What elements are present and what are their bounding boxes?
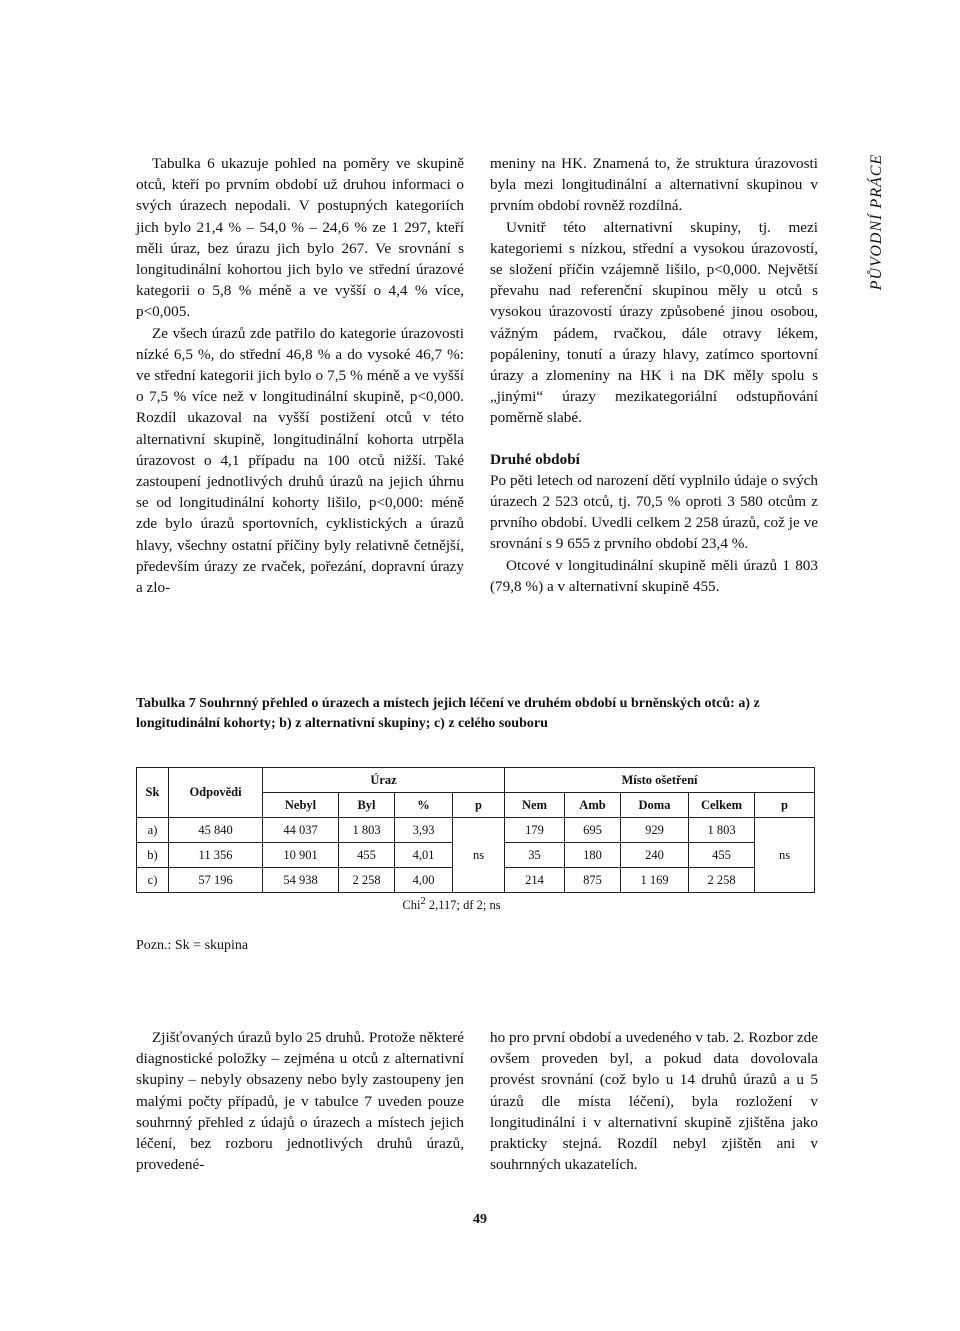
table-caption: Tabulka 7 Souhrnný přehled o úrazech a místech jejich léčení ve druhém období u brněnských otců: a) z longitudinální kohorty; b) z alternativní skupiny; c) z celého souboru [136,696,760,731]
cell: 180 [565,843,621,868]
side-label-text: PŮVODNÍ PRÁCE [868,153,885,291]
table-note: Pozn.: Sk = skupina [136,938,249,953]
cell: 44 037 [263,818,339,843]
subheader: p [755,793,815,818]
cell: a) [137,818,169,843]
cell: 3,93 [395,818,453,843]
section-heading: Druhé období [490,450,580,468]
cell: 4,00 [395,868,453,893]
paragraph: ho pro první období a uvedeného v tab. 2. Rozbor zde ovšem proveden byl, a pokud data dovolovala provést srovnání (což bylo u 14 druhů úrazů a u 5 úrazů dle místa léčení), byla rozložení v longitudinální i v alternativní skupině zjištěna jako prakticky stejná. Rozdíl nebyl zjištěn ani v souhrnných ukazatelích. [490,1029,818,1174]
cell: 240 [621,843,689,868]
paragraph: Po pěti letech od narození dětí vyplnilo údaje o svých úrazech 2 523 otců, tj. 70,5 % oproti 3 580 otcům z prvního období. Uvedli celkem 2 258 úrazů, což je ve srovnání s 9 655 z prvního období 23,4 %. [490,471,818,553]
cell: 214 [505,868,565,893]
subheader: Nebyl [263,793,339,818]
chi-square-note [339,893,565,918]
cell: 455 [689,843,755,868]
cell: 45 840 [169,818,263,843]
cell: 11 356 [169,843,263,868]
paragraph: Zjišťovaných úrazů bylo 25 druhů. Protože některé diagnostické položky – zejména u otců z alternativní skupiny – nebyly obsazeny nebo byly zastoupeny jen malými počty případů, je v tabulce 7 uveden pouze souhrnný přehled z údajů o úrazech a místech jejich léčení, bez rozboru jednotlivých druhů úrazů, provedené- [136,1029,464,1174]
chi-superscript: 2 [420,896,426,908]
cell: 179 [505,818,565,843]
paragraph: Ze všech úrazů zde patřilo do kategorie úrazovosti nízké 6,5 %, do střední 46,8 % a do vysoké 46,7 %: ve střední kategorii jich bylo o 7,5 % méně a ve vyšší o 7,5 % více než v longitudinální skupině, p<0,000. Rozdíl ukazoval na vyšší postižení otců v této alternativní skupině, longitudinální kohorta utrpěla úrazovost o 4,1 případu na 100 otců nižší. Také zastoupení jednotlivých druhů úrazů na jejich úhrnu se od longitudinální kohorty lišilo, p<0,000: méně zde bylo úrazů sportovních, cyklistických a úrazů hlavy, všechny ostatní příčiny byly relativně četnější, především úrazy ze rvaček, pořezání, dopravní úrazy a zlo- [136,324,464,597]
cell: 4,01 [395,843,453,868]
subheader: Byl [339,793,395,818]
page-number: 49 [473,1212,487,1227]
paragraph: meniny na HK. Znamená to, že struktura úrazovosti byla mezi longitudinální a alternativní skupinou v prvním období rovněž rozdílná. [490,155,818,215]
cell: 1 803 [339,818,395,843]
header-odpovedi: Odpovědi [169,768,263,818]
cell-p-misto: ns [755,818,815,893]
cell: 875 [565,868,621,893]
paragraph: Uvnitř této alternativní skupiny, tj. mezi kategoriemi s nízkou, střední a vysokou úrazovostí, se složení příčin vzájemně lišilo, p<0,000. Největší převahu nad referenční skupinou měly u otců s vysokou úrazovostí úrazy způsobené jinou osobou, vážným pádem, rvačkou, dále otravy lékem, popáleniny, tonutí a úrazy hlavy, zatímco sportovní úrazy a zlomeniny na HK i na DK měly spolu s „jinými“ úrazy mezikategoriální odstupňování poměrně slabé. [490,218,818,427]
data-table [136,767,815,917]
cell: c) [137,868,169,893]
cell-p-uraz: ns [453,818,505,893]
header-sk: Sk [137,768,169,818]
chi-label: Chi [402,898,421,913]
cell: 455 [339,843,395,868]
cell: 35 [505,843,565,868]
text-column-1 [136,153,464,598]
cell: 2 258 [339,868,395,893]
cell: b) [137,843,169,868]
cell: 54 938 [263,868,339,893]
cell: 929 [621,818,689,843]
text-column-2 [490,153,818,597]
subheader: Nem [505,793,565,818]
cell: 57 196 [169,868,263,893]
header-misto: Místo ošetření [505,768,815,793]
subheader: Doma [621,793,689,818]
cell: 2 258 [689,868,755,893]
table-row [137,818,815,843]
subheader: Celkem [689,793,755,818]
cell: 695 [565,818,621,843]
paragraph: Otcové v longitudinální skupině měli úrazů 1 803 (79,8 %) a v alternativní skupině 455. [490,556,818,595]
cell: 10 901 [263,843,339,868]
cell: 1 803 [689,818,755,843]
subheader: p [453,793,505,818]
section-side-label [862,152,892,292]
text-column-3 [136,1027,464,1175]
text-column-4 [490,1027,818,1175]
chi-value: 2,117; df 2; ns [425,898,501,913]
header-uraz: Úraz [263,768,505,793]
cell: 1 169 [621,868,689,893]
subheader: % [395,793,453,818]
subheader: Amb [565,793,621,818]
paragraph: Tabulka 6 ukazuje pohled na poměry ve skupině otců, kteří po prvním období už druhou informaci o svých úrazech nepodali. V postupných kategoriích jich bylo 21,4 % – 54,0 % – 24,6 % ze 1 297, kteří měli úraz, bez úrazu jich bylo 267. Ve srovnání s longitudinální kohortou jich bylo ve střední úrazové kategorii o 5,8 % méně a ve vyšší o 4,4 % více, p<0,005. [136,155,464,321]
